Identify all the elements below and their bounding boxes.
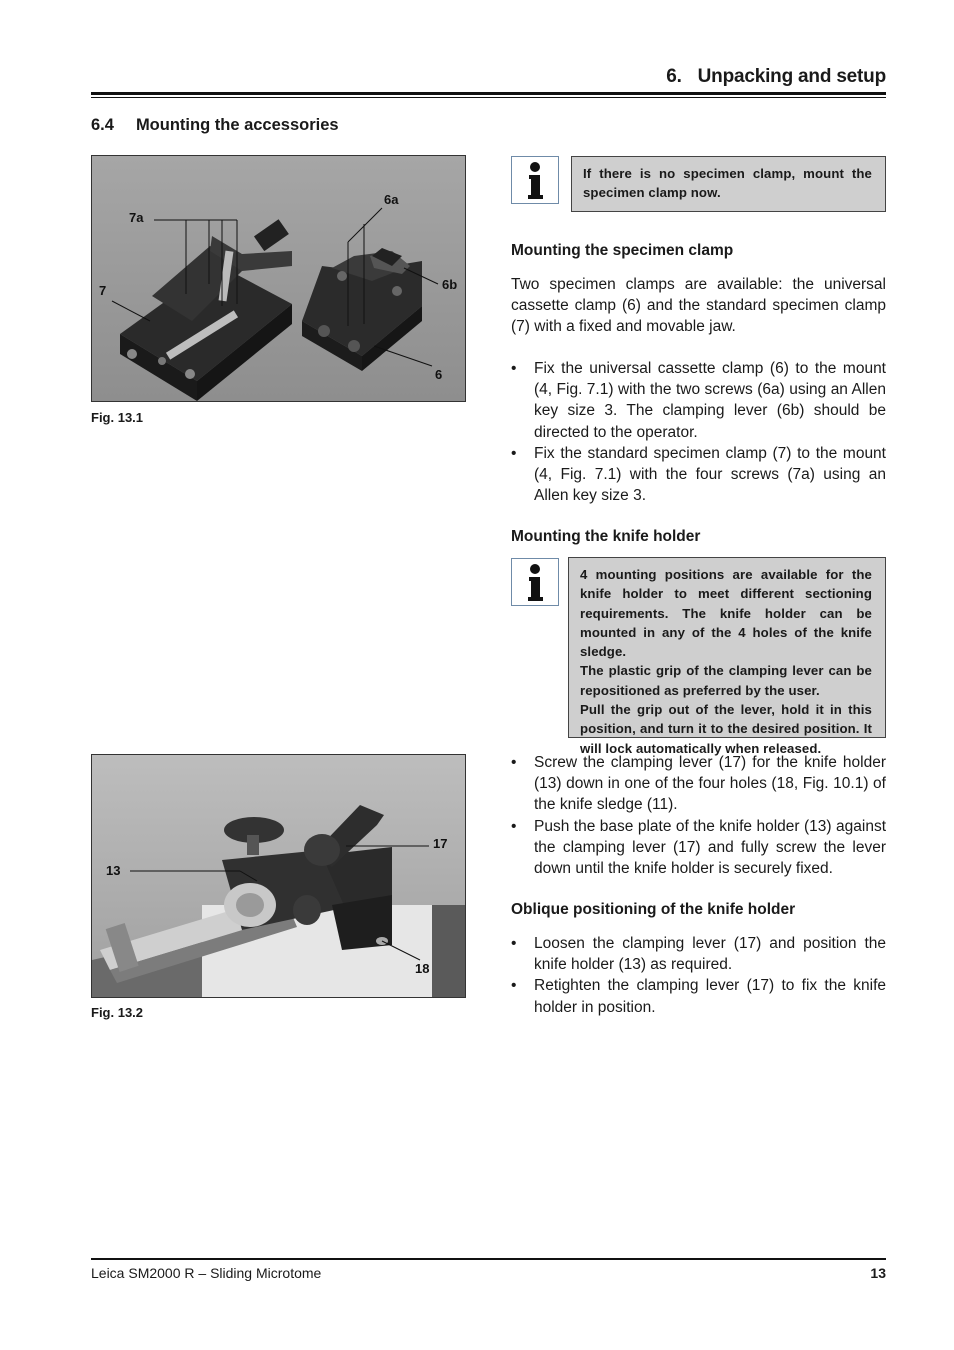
fig-caption-13-2: Fig. 13.2 bbox=[91, 1005, 144, 1020]
section-number: 6.4 bbox=[91, 116, 114, 134]
list-item: • Retighten the clamping lever (17) to fix the knife holder in position. bbox=[511, 975, 886, 1017]
heading-mounting-specimen-clamp: Mounting the specimen clamp bbox=[511, 242, 734, 259]
label-7a: 7a bbox=[129, 210, 144, 225]
list-item: • Fix the universal cassette clamp (6) to the mount (4, Fig. 7.1) with the two screws (6a) using an Allen key size 3. The clamping lever (6b) should be directed to the operator. bbox=[511, 358, 886, 443]
figure-13-2 bbox=[91, 754, 466, 998]
figure-13-1-photo bbox=[92, 156, 465, 401]
label-18: 18 bbox=[415, 961, 430, 976]
label-13: 13 bbox=[106, 863, 121, 878]
info-icon bbox=[511, 156, 559, 204]
heading-oblique-positioning: Oblique positioning of the knife holder bbox=[511, 901, 796, 918]
header-rule-thin bbox=[91, 97, 886, 98]
list-item: • Screw the clamping lever (17) for the knife holder (13) down in one of the four holes (18, Fig. 10.1) of the knife sledge (11). bbox=[511, 752, 886, 816]
footer-rule bbox=[91, 1258, 886, 1260]
knife-holder-steps bbox=[511, 752, 886, 879]
heading-mounting-knife-holder: Mounting the knife holder bbox=[511, 528, 701, 545]
chapter-title bbox=[666, 66, 886, 88]
info-icon bbox=[511, 558, 559, 606]
note-text: If there is no specimen clamp, mount the specimen clamp now. bbox=[583, 166, 872, 201]
note-knife-holder bbox=[568, 557, 886, 756]
info-icon-glyph bbox=[512, 157, 558, 203]
chapter-title-text: Unpacking and setup bbox=[697, 66, 886, 87]
specimen-clamp-steps bbox=[511, 358, 886, 506]
note-text: Pull the grip out of the lever, hold it in this position, and turn it to the desired position. It will lock automatically when released. bbox=[580, 702, 872, 756]
fig-caption-13-1: Fig. 13.1 bbox=[91, 410, 144, 425]
section-title bbox=[91, 116, 339, 135]
figure-13-1 bbox=[91, 155, 466, 402]
list-item: • Fix the standard specimen clamp (7) to the mount (4, Fig. 7.1) with the four screws (7a) using an Allen key size 3. bbox=[511, 443, 886, 507]
list-item: • Push the base plate of the knife holder (13) against the clamping lever (17) and fully screw the lever down until the knife holder is securely fixed. bbox=[511, 816, 886, 880]
note-text: 4 mounting positions are available for the knife holder to meet different sectioning requirements. The knife holder can be mounted in any of the 4 holes of the knife sledge. bbox=[580, 567, 872, 660]
label-6b: 6b bbox=[442, 277, 458, 292]
figure-13-2-photo bbox=[92, 755, 465, 997]
intro-paragraph: Two specimen clamps are available: the universal cassette clamp (6) and the standard specimen clamp (7) with a fixed and movable jaw. bbox=[511, 276, 886, 336]
section-title-text: Mounting the accessories bbox=[135, 116, 339, 134]
footer-product: Leica SM2000 R – Sliding Microtome bbox=[91, 1265, 322, 1281]
list-item: • Loosen the clamping lever (17) and position the knife holder (13) as required. bbox=[511, 933, 886, 975]
oblique-steps bbox=[511, 933, 886, 1018]
page-number: 13 bbox=[870, 1265, 886, 1281]
specimen-clamp-intro bbox=[511, 274, 886, 338]
label-6a: 6a bbox=[384, 192, 399, 207]
info-icon-glyph bbox=[512, 559, 558, 605]
chapter-number: 6. bbox=[666, 66, 682, 87]
label-7: 7 bbox=[99, 283, 107, 298]
label-6: 6 bbox=[435, 367, 443, 382]
note-text: The plastic grip of the clamping lever can be repositioned as preferred by the user. bbox=[580, 663, 872, 698]
header-rule bbox=[91, 92, 886, 95]
note-specimen-clamp bbox=[571, 156, 886, 212]
label-17: 17 bbox=[433, 836, 448, 851]
